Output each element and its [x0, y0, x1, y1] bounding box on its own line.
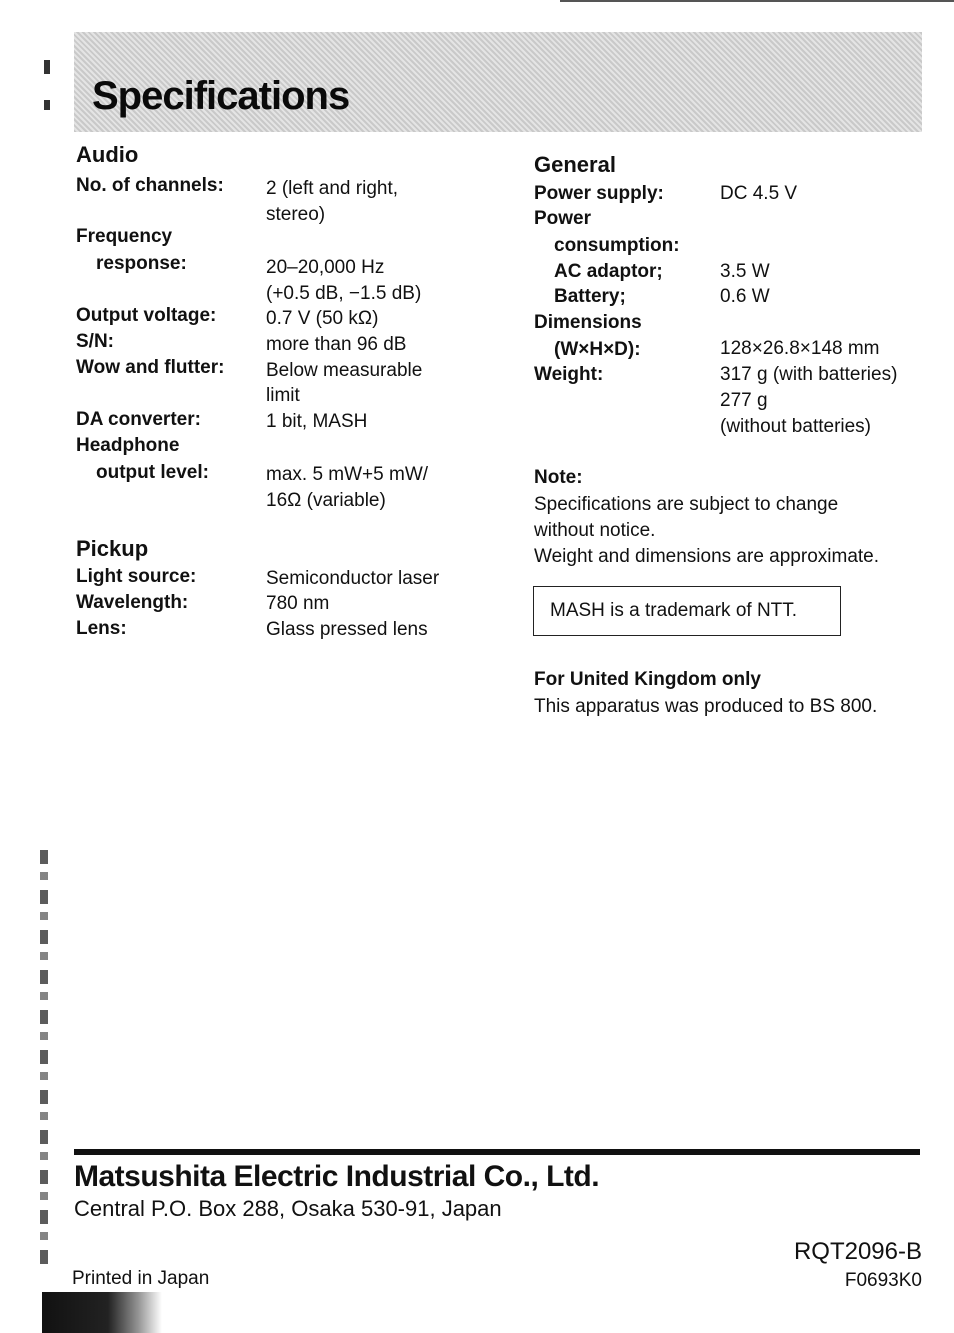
weight-label: Weight: — [534, 364, 604, 385]
weight-value-3: (without batteries) — [720, 416, 872, 437]
document-code: RQT2096-B — [793, 1238, 922, 1265]
wow-flutter-value: Below measurable — [266, 360, 423, 381]
binding-mark — [44, 60, 50, 74]
binding-mark — [44, 100, 50, 110]
top-edge-rule — [560, 0, 954, 2]
note-label: Note: — [534, 467, 583, 488]
headphone-value: max. 5 mW+5 mW/ — [266, 464, 429, 485]
ac-adaptor-value: 3.5 W — [720, 261, 770, 282]
power-consumption-label-cont: consumption: — [554, 235, 680, 256]
channels-value: 2 (left and right, — [266, 178, 399, 199]
print-code: F0693K0 — [844, 1270, 922, 1291]
binding-edge — [40, 850, 48, 1270]
page-title: Specifications — [92, 74, 350, 118]
da-converter-label: DA converter: — [76, 409, 201, 430]
light-source-label: Light source: — [76, 566, 197, 587]
headphone-value-cont: 16Ω (variable) — [266, 490, 386, 511]
frequency-value-cont: (+0.5 dB, −1.5 dB) — [266, 283, 422, 304]
note-line-3: Weight and dimensions are approximate. — [534, 546, 880, 567]
sn-value: more than 96 dB — [266, 334, 407, 355]
wavelength-label: Wavelength: — [76, 592, 189, 613]
da-converter-value: 1 bit, MASH — [266, 411, 368, 432]
trademark-text: MASH is a trademark of NTT. — [550, 600, 798, 621]
power-consumption-label: Power — [534, 208, 592, 229]
output-voltage-value: 0.7 V (50 kΩ) — [266, 308, 379, 329]
power-supply-label: Power supply: — [534, 183, 664, 204]
power-supply-value: DC 4.5 V — [720, 183, 798, 204]
frequency-value: 20–20,000 Hz — [266, 257, 385, 278]
general-heading: General — [534, 152, 616, 177]
trademark-box — [533, 586, 841, 636]
weight-value-2: 277 g — [720, 390, 768, 411]
wow-flutter-value-cont: limit — [266, 385, 300, 406]
company-name: Matsushita Electric Industrial Co., Ltd. — [74, 1160, 600, 1193]
channels-label: No. of channels: — [76, 175, 224, 196]
dimensions-label: Dimensions — [534, 312, 642, 333]
lens-value: Glass pressed lens — [266, 619, 428, 640]
sn-label: S/N: — [76, 331, 114, 352]
company-address: Central P.O. Box 288, Osaka 530-91, Japan — [74, 1196, 502, 1221]
note-line-1: Specifications are subject to change — [534, 494, 839, 515]
battery-value: 0.6 W — [720, 286, 770, 307]
wavelength-value: 780 nm — [266, 593, 330, 614]
headphone-label: Headphone — [76, 435, 180, 456]
uk-label: For United Kingdom only — [534, 669, 761, 690]
printed-in: Printed in Japan — [72, 1268, 210, 1289]
light-source-value: Semiconductor laser — [266, 568, 440, 589]
weight-value: 317 g (with batteries) — [720, 364, 898, 385]
pickup-heading: Pickup — [76, 536, 149, 561]
frequency-label-cont: response: — [96, 253, 187, 274]
uk-text: This apparatus was produced to BS 800. — [534, 696, 878, 717]
dimensions-label-cont: (W×H×D): — [554, 339, 641, 360]
note-line-2: without notice. — [534, 520, 656, 541]
channels-value-cont: stereo) — [266, 204, 326, 225]
lens-label: Lens: — [76, 618, 127, 639]
ac-adaptor-label: AC adaptor; — [554, 261, 663, 282]
output-voltage-label: Output voltage: — [76, 305, 217, 326]
corner-smudge — [42, 1292, 162, 1333]
frequency-label: Frequency — [76, 226, 173, 247]
dimensions-value: 128×26.8×148 mm — [720, 338, 880, 359]
headphone-label-cont: output level: — [96, 462, 209, 483]
footer-rule — [74, 1149, 920, 1155]
wow-flutter-label: Wow and flutter: — [76, 357, 225, 378]
battery-label: Battery; — [554, 286, 626, 307]
audio-heading: Audio — [76, 142, 139, 167]
